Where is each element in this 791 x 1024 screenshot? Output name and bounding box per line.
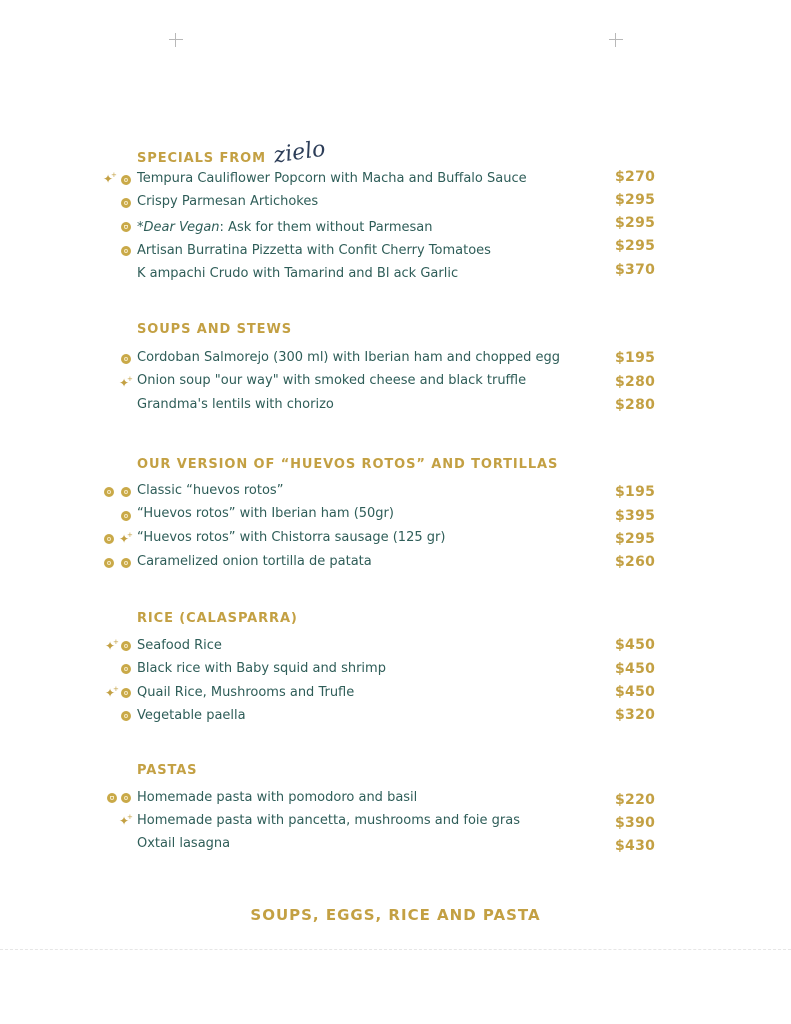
menu-item-price: $430: [615, 838, 656, 854]
menu-item-price: $295: [615, 192, 656, 208]
menu-item-price: $280: [615, 374, 656, 390]
menu-item: Quail Rice, Mushrooms and Trufle: [137, 685, 355, 700]
page-divider: [0, 949, 791, 950]
menu-item: Grandma's lentils with chorizo: [137, 397, 334, 412]
sparkle-icon: ✦ +: [105, 640, 115, 652]
sparkle-icon: ✦ +: [119, 815, 129, 827]
menu-item-price: $220: [615, 792, 656, 808]
menu-item-price: $450: [615, 661, 656, 677]
menu-item: [137, 220, 433, 235]
menu-item: Caramelized onion tortilla de patata: [137, 554, 372, 569]
menu-item: Artisan Burratina Pizzetta with Confit Cherry Tomatoes: [137, 243, 491, 258]
menu-item: Tempura Cauliflower Popcorn with Macha and Buffalo Sauce: [137, 171, 527, 186]
gluten-icon: [104, 558, 114, 568]
egg-icon: [121, 487, 131, 497]
gluten-icon: [121, 688, 131, 698]
sparkle-icon: ✦ +: [119, 377, 129, 389]
menu-item-price: $450: [615, 684, 656, 700]
menu-item-price: $390: [615, 815, 656, 831]
gluten-icon: [121, 511, 131, 521]
menu-item-price: $295: [615, 531, 656, 547]
menu-item-price: $260: [615, 554, 656, 570]
gluten-icon: [121, 175, 131, 185]
section-title-rice: RICE (CALASPARRA): [137, 611, 298, 626]
vegan-icon: [121, 222, 131, 232]
menu-item-price: $450: [615, 637, 656, 653]
menu-item-price: $295: [615, 238, 656, 254]
section-title-specials: [137, 136, 327, 169]
sparkle-icon: ✦ +: [103, 173, 113, 185]
menu-item: Vegetable paella: [137, 708, 246, 723]
menu-item-price: $195: [615, 350, 656, 366]
menu-item: Onion soup "our way" with smoked cheese and black truffle: [137, 373, 527, 388]
sparkle-icon: ✦ +: [105, 687, 115, 699]
dear-vegan-label: *Dear Vegan: [137, 220, 220, 235]
section-title-huevos: OUR VERSION OF “HUEVOS ROTOS” AND TORTILLAS: [137, 457, 559, 472]
egg-icon: [121, 558, 131, 568]
section-title-text: SPECIALS FROM: [137, 151, 266, 166]
gluten-icon: [121, 664, 131, 674]
menu-item-price: $320: [615, 707, 656, 723]
menu-item: Crispy Parmesan Artichokes: [137, 194, 319, 209]
menu-item-price: $195: [615, 484, 656, 500]
menu-item: Cordoban Salmorejo (300 ml) with Iberian ham and chopped egg: [137, 350, 561, 365]
menu-item-price: $395: [615, 508, 656, 524]
menu-item: “Huevos rotos” with Chistorra sausage (125 gr): [137, 530, 446, 545]
menu-item: K ampachi Crudo with Tamarind and Bl ack Garlic: [137, 266, 459, 281]
section-title-pastas: PASTAS: [137, 763, 198, 778]
menu-item: Seafood Rice: [137, 638, 222, 653]
crop-mark-icon: [609, 33, 623, 47]
gluten-icon: [121, 354, 131, 364]
menu-item-price: $370: [615, 262, 656, 278]
egg-icon: [104, 534, 114, 544]
page-footer-title: SOUPS, EGGS, RICE AND PASTA: [250, 906, 541, 924]
sparkle-icon: ✦ +: [119, 533, 129, 545]
vegan-icon: [107, 793, 117, 803]
gluten-icon: [121, 198, 131, 208]
menu-item-price: $295: [615, 215, 656, 231]
vegan-note: : Ask for them without Parmesan: [219, 220, 433, 235]
crop-mark-icon: [169, 33, 183, 47]
gluten-icon: [104, 487, 114, 497]
gluten-icon: [121, 246, 131, 256]
menu-item: Black rice with Baby squid and shrimp: [137, 661, 386, 676]
gluten-icon: [121, 711, 131, 721]
zielo-logo: zielo: [272, 136, 327, 169]
menu-item-price: $270: [615, 169, 656, 185]
menu-item: Oxtail lasagna: [137, 836, 231, 851]
gluten-icon: [121, 641, 131, 651]
menu-item-price: $280: [615, 397, 656, 413]
menu-item: “Huevos rotos” with Iberian ham (50gr): [137, 506, 394, 521]
menu-item: Homemade pasta with pancetta, mushrooms and foie gras: [137, 813, 520, 828]
menu-item: Homemade pasta with pomodoro and basil: [137, 790, 418, 805]
menu-item: Classic “huevos rotos”: [137, 483, 284, 498]
gluten-icon: [121, 793, 131, 803]
section-title-soups: SOUPS AND STEWS: [137, 322, 292, 337]
